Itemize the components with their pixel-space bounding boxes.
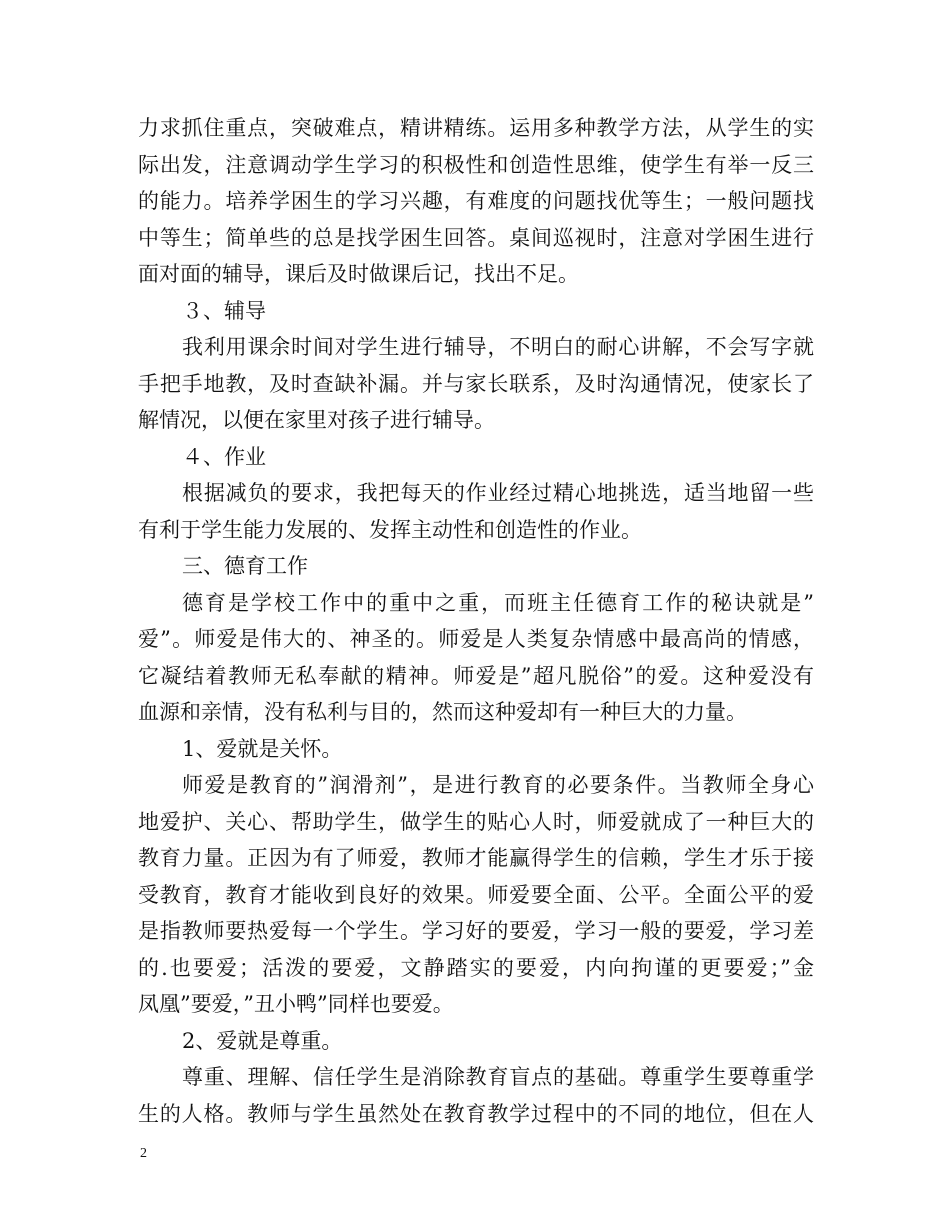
- text-line: 1、爱就是关怀。: [182, 736, 343, 761]
- text-line: ４、作业: [182, 444, 266, 469]
- text-line: 力求抓住重点，突破难点，精讲精练。运用多种教学方法，从学生的实: [138, 116, 814, 140]
- text-line: 2、爱就是尊重。: [182, 1028, 343, 1053]
- text-line: 根据减负的要求，我把每天的作业经过精心地挑选，适当地留一些: [182, 481, 814, 505]
- text-line: 的.也要爱；活泼的要爱，文静踏实的要爱，内向拘谨的更要爱；”金: [138, 955, 814, 980]
- text-line: 面对面的辅导，课后及时做课后记，找出不足。: [138, 262, 579, 286]
- text-line: 地爱护、关心、帮助学生，做学生的贴心人时，师爱就成了一种巨大的: [138, 809, 814, 834]
- text-line: 生的人格。教师与学生虽然处在教育教学过程中的不同的地位，但在人: [138, 1101, 814, 1126]
- text-line: 是指教师要热爱每一个学生。学习好的要爱，学习一般的要爱，学习差: [138, 919, 814, 943]
- text-line: ３、辅导: [182, 298, 266, 323]
- text-line: 凤凰”要爱，”丑小鸭”同样也要爱。: [138, 992, 454, 1016]
- page-number: 2: [140, 1146, 147, 1161]
- text-line: 它凝结着教师无私奉献的精神。师爱是”超凡脱俗”的爱。这种爱没有: [138, 663, 814, 688]
- text-line: 有利于学生能力发展的、发挥主动性和创造性的作业。: [138, 517, 642, 542]
- text-line: 尊重、理解、信任学生是消除教育盲点的基础。尊重学生要尊重学: [182, 1065, 814, 1089]
- text-line: 解情况，以便在家里对孩子进行辅导。: [138, 408, 495, 432]
- text-line: 教育力量。正因为有了师爱，教师才能赢得学生的信赖，学生才乐于接: [138, 846, 814, 870]
- text-line: 我利用课余时间对学生进行辅导，不明白的耐心讲解，不会写字就: [182, 335, 814, 359]
- text-line: 爱”。师爱是伟大的、神圣的。师爱是人类复杂情感中最高尚的情感，: [138, 627, 814, 651]
- body-text: [138, 110, 814, 1132]
- text-line: 手把手地教，及时查缺补漏。并与家长联系，及时沟通情况，使家长了: [138, 371, 814, 396]
- text-line: 的能力。培养学困生的学习兴趣，有难度的问题找优等生；一般问题找: [138, 189, 814, 213]
- text-line: 德育是学校工作中的重中之重，而班主任德育工作的秘诀就是”: [182, 590, 814, 615]
- text-line: 中等生；简单些的总是找学困生回答。桌间巡视时，注意对学困生进行: [138, 225, 814, 250]
- text-line: 血源和亲情，没有私利与目的，然而这种爱却有一种巨大的力量。: [138, 700, 747, 724]
- text-line: 师爱是教育的”润滑剂”，是进行教育的必要条件。当教师全身心: [182, 773, 814, 797]
- text-line: 三、德育工作: [182, 554, 308, 578]
- text-line: 受教育，教育才能收到良好的效果。师爱要全面、公平。全面公平的爱: [138, 882, 814, 907]
- text-line: 际出发，注意调动学生学习的积极性和创造性思维，使学生有举一反三: [138, 152, 814, 177]
